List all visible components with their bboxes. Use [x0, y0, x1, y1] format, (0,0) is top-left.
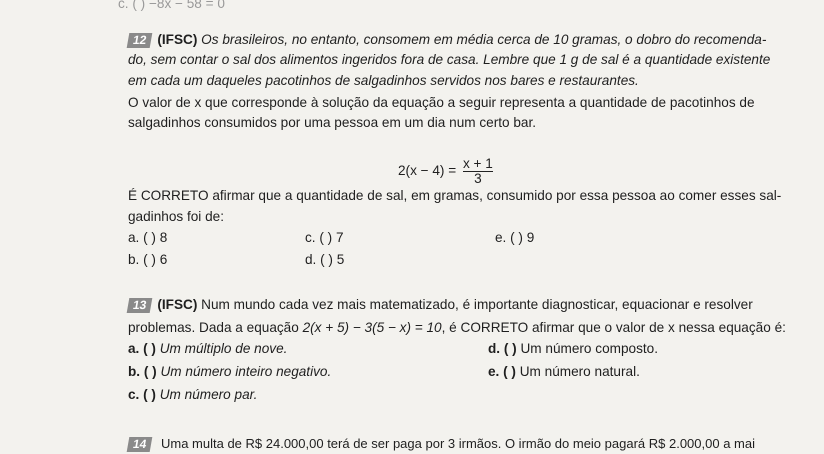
option-e[interactable]: e. ( ) 9: [495, 230, 535, 245]
option-a[interactable]: a. ( ) 8: [128, 230, 168, 245]
option-c[interactable]: [128, 387, 257, 402]
option-mark: b. ( ): [128, 364, 157, 379]
option-text: Um múltiplo de nove.: [159, 341, 288, 356]
option-a[interactable]: [128, 341, 287, 356]
question-text-line: do, sem contar o sal dos alimentos ingeridos fora de casa. Lembre que 1 g de sal é a quantidade existente: [128, 52, 771, 67]
question-number: 13: [127, 298, 153, 313]
question-text-line: salgadinhos consumidos por uma pessoa em um dia num certo bar.: [128, 115, 537, 130]
equation: [398, 157, 493, 186]
option-b[interactable]: [128, 364, 331, 379]
option-mark: e. ( ): [488, 364, 516, 379]
question-text-line: em cada um daqueles pacotinhos de salgadinhos servidos nos bares e restaurantes.: [128, 73, 639, 88]
option-text: Um número natural.: [519, 364, 640, 379]
option-e[interactable]: [488, 364, 640, 379]
question-number: 14: [127, 437, 153, 452]
fraction-numerator: x + 1: [462, 156, 493, 171]
equation-fraction: [463, 157, 493, 186]
option-b[interactable]: b. ( ) 6: [128, 252, 168, 267]
option-mark: a. ( ): [128, 341, 156, 356]
question-source: (IFSC): [157, 32, 198, 47]
option-text: Um número par.: [159, 387, 258, 402]
option-c[interactable]: c. ( ) 7: [305, 230, 344, 245]
question-text-line: O valor de x que corresponde à solução da equação a seguir representa a quantidade de pacotinhos de: [128, 95, 755, 110]
top-fragment: c. ( ) −8x − 58 = 0: [118, 0, 225, 11]
option-text: Um número composto.: [520, 341, 658, 356]
text-segment: , é CORRETO afirmar que o valor de x nessa equação é:: [441, 320, 786, 335]
text-segment: problemas. Dada a equação: [128, 320, 303, 335]
option-d[interactable]: [488, 341, 658, 356]
option-mark: d. ( ): [488, 341, 517, 356]
option-mark: c. ( ): [128, 387, 156, 402]
question-number: 12: [127, 33, 153, 48]
question-text-line: Num mundo cada vez mais matematizado, é importante diagnosticar, equacionar e resolver: [201, 297, 753, 312]
question-source: (IFSC): [157, 297, 198, 312]
question-text-line: Uma multa de R$ 24.000,00 terá de ser paga por 3 irmãos. O irmão do meio pagará R$ 2.000,00 a mai: [160, 436, 755, 451]
fraction-denominator: 3: [463, 171, 493, 186]
question-text-line: Os brasileiros, no entanto, consomem em média cerca de 10 gramas, o dobro do recomenda-: [201, 32, 767, 47]
option-d[interactable]: d. ( ) 5: [305, 252, 345, 267]
question-statement-line: gadinhos foi de:: [128, 209, 224, 224]
question-text-line: [128, 318, 786, 338]
equation-inline: 2(x + 5) − 3(5 − x) = 10: [302, 320, 442, 335]
question-14: [128, 434, 755, 454]
option-text: Um número inteiro negativo.: [160, 364, 332, 379]
question-statement-line: É CORRETO afirmar que a quantidade de sal, em gramas, consumido por essa pessoa ao comer esses sal-: [128, 188, 782, 203]
equation-lhs: 2(x − 4) =: [398, 163, 457, 179]
